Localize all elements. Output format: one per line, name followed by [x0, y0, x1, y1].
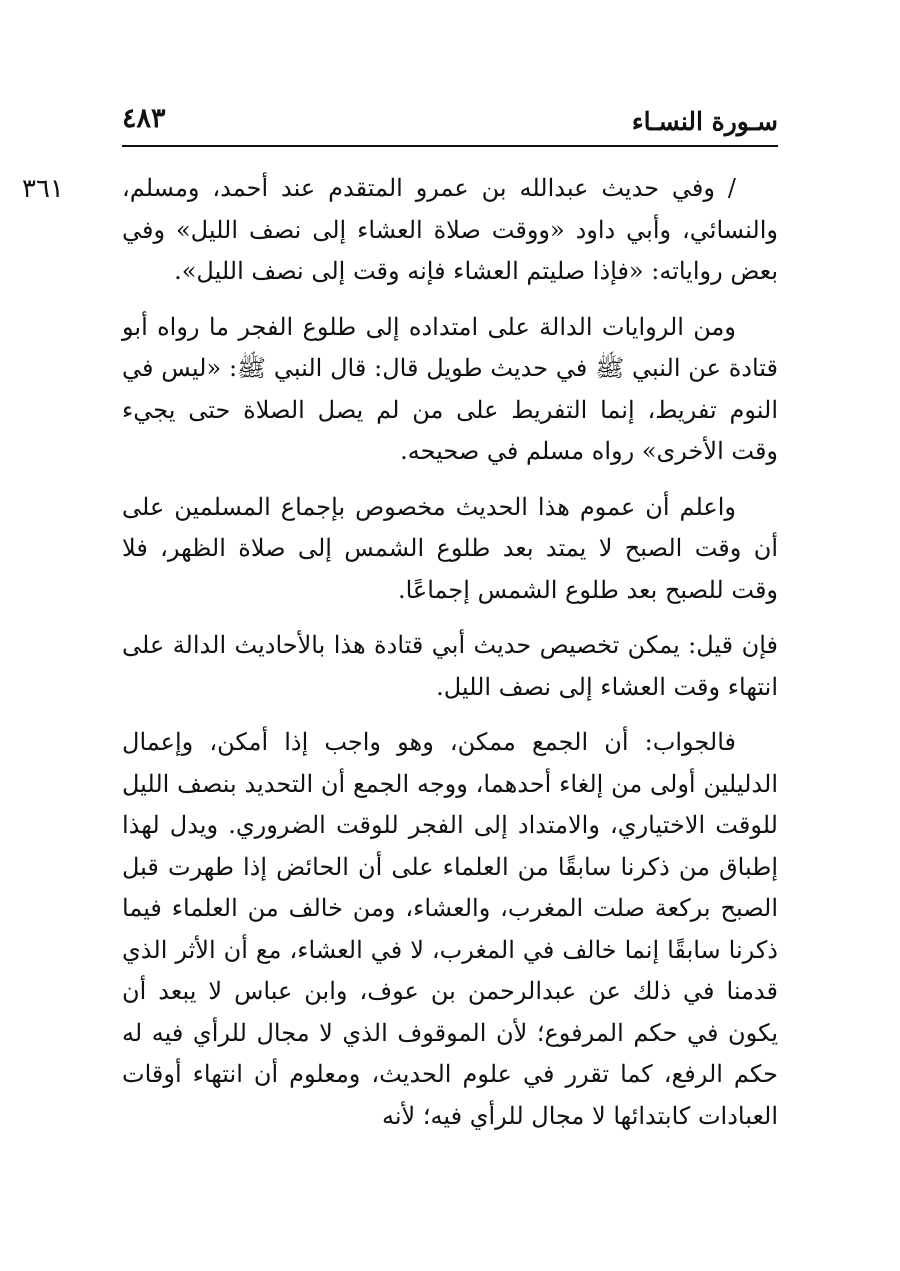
header-rule — [122, 145, 778, 147]
surah-title: سـورة النسـاء — [631, 107, 778, 136]
running-header — [122, 103, 778, 143]
margin-reference-number: ٣٦١ — [22, 174, 64, 204]
paragraph-2: ومن الروايات الدالة على امتداده إلى طلوع الفجر ما رواه أبو قتادة عن النبي ﷺ في حديث طويل قال: قال النبي ﷺ: «ليس في النوم تفريط، إنما التفريط على من لم يصل الصلاة حتى يجيء وقت الأخرى» رواه مسلم في صحيحه. — [122, 312, 778, 465]
paragraph-1: / وفي حديث عبدالله بن عمرو المتقدم عند أحمد، ومسلم، والنسائي، وأبي داود «ووقت صلاة العشاء إلى نصف الليل» وفي بعض رواياته: «فإذا صليتم العشاء فإنه وقت إلى نصف الليل». — [122, 174, 778, 285]
paragraph-5: فالجواب: أن الجمع ممكن، وهو واجب إذا أمكن، وإعمال الدليلين أولى من إلغاء أحدهما، ووجه الجمع أن التحديد بنصف الليل للوقت الاختياري، والامتداد إلى الفجر للوقت الضروري. ويدل لهذا إطباق من ذكرنا سابقًا من العلماء على أن الحائض إذا طهرت قبل الصبح بركعة صلت المغرب، والعشاء، ومن خالف من العلماء فيما ذكرنا سابقًا إنما خالف في المغرب، لا في العشاء، مع أن الأثر الذي قدمنا في ذلك عن عبدالرحمن بن عوف، وابن عباس لا يبعد أن يكون في حكم المرفوع؛ لأن الموقوف الذي لا مجال للرأي فيه له حكم الرفع، كما تقرر في علوم الحديث، ومعلوم أن انتهاء أوقات العبادات كابتدائها لا مجال للرأي فيه؛ لأنه — [122, 728, 779, 1130]
paragraph-3: واعلم أن عموم هذا الحديث مخصوص بإجماع المسلمين على أن وقت الصبح لا يمتد بعد طلوع الشمس إلى صلاة الظهر، فلا وقت للصبح بعد طلوع الشمس إجماعًا. — [122, 492, 779, 604]
page-number: ٤٨٣ — [122, 103, 166, 134]
page-body — [122, 168, 778, 1151]
paragraph-4: فإن قيل: يمكن تخصيص حديث أبي قتادة هذا بالأحاديث الدالة على انتهاء وقت العشاء إلى نصف الليل. — [122, 631, 778, 701]
